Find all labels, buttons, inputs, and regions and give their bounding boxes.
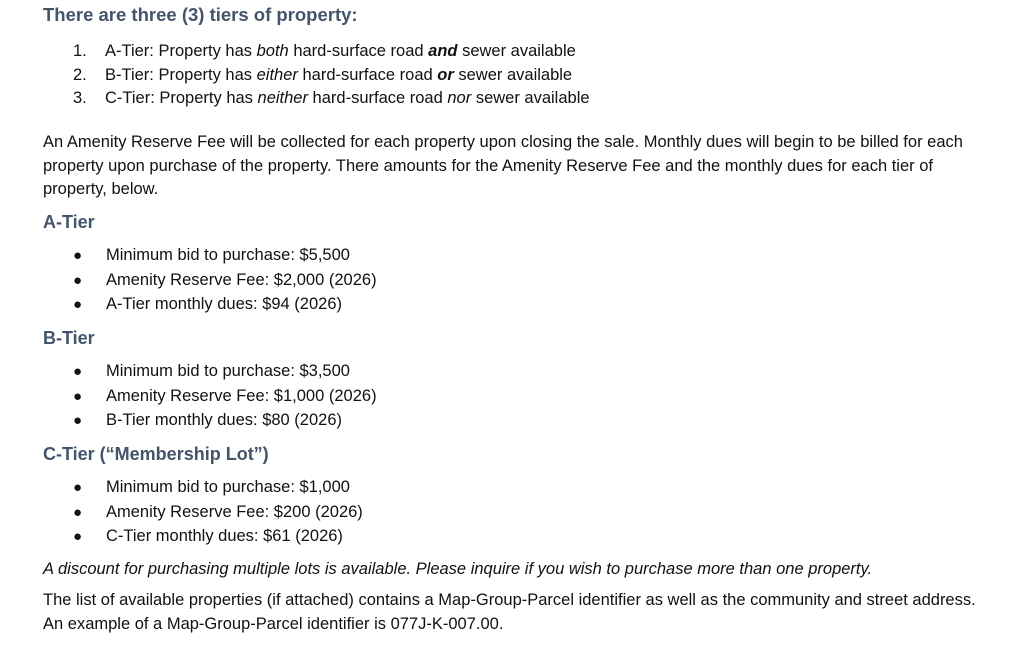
tier-text: hard-surface road (288, 42, 429, 60)
tier-text: sewer available (471, 89, 590, 107)
list-item-text: Minimum bid to purchase: $3,500 (106, 362, 350, 380)
tier-text: hard-surface road (297, 65, 438, 84)
tier-list-item (73, 87, 590, 111)
list-item (73, 408, 377, 433)
bullet-icon: ● (73, 247, 83, 264)
b-tier-list (73, 359, 377, 433)
list-item (73, 475, 363, 500)
c-tier-list (73, 475, 363, 549)
tier-text: hard-surface road (307, 89, 448, 107)
tier-text: sewer available (453, 65, 573, 84)
emphasis-text: and (428, 42, 458, 60)
list-number: 3. (73, 89, 87, 107)
tier-text: A-Tier: Property has (105, 42, 257, 60)
emphasis-text: or (437, 65, 454, 84)
fee-paragraph: An Amenity Reserve Fee will be collected for each property upon closing the sale. Monthly dues will begin to be billed for each property upon purchase of the property. There amounts for the Amenity Reserve Fee and the monthly dues for each tier of property, below. (43, 133, 963, 198)
emphasis-text: either (256, 65, 298, 84)
list-item-text: A-Tier monthly dues: $94 (2026) (106, 295, 343, 313)
tier-list-item (73, 64, 590, 88)
section-title-a-tier: A-Tier (43, 212, 95, 232)
bullet-icon: ● (73, 271, 83, 289)
bullet-icon: ● (73, 528, 83, 545)
list-item (73, 359, 377, 384)
bullet-icon: ● (73, 363, 83, 380)
section-title-b-tier: B-Tier (43, 328, 95, 348)
bullet-icon: ● (73, 296, 83, 313)
tiers-heading: There are three (3) tiers of property: (43, 4, 358, 25)
bullet-icon: ● (73, 503, 83, 521)
emphasis-text: both (256, 42, 289, 60)
bullet-icon: ● (73, 412, 83, 429)
list-item (73, 292, 377, 317)
list-item-text: Amenity Reserve Fee: $200 (2026) (106, 502, 363, 521)
list-item (73, 524, 363, 549)
discount-note: A discount for purchasing multiple lots is available. Please inquire if you wish to purchase more than one property. (43, 560, 873, 578)
bullet-icon: ● (73, 479, 83, 496)
list-item-text: Amenity Reserve Fee: $1,000 (2026) (106, 386, 377, 405)
list-item-text: Amenity Reserve Fee: $2,000 (2026) (106, 270, 377, 289)
tier-text: sewer available (457, 42, 576, 60)
closing-paragraph: The list of available properties (if attached) contains a Map-Group-Parcel identifier as well as the community and street address. An example of a Map-Group-Parcel identifier is 077J-K-007.00. (43, 591, 976, 633)
list-item (73, 268, 377, 293)
tier-text: B-Tier: Property has (105, 65, 257, 84)
list-number: 1. (73, 42, 87, 60)
list-item-text: B-Tier monthly dues: $80 (2026) (106, 411, 343, 429)
bullet-icon: ● (73, 387, 83, 405)
list-item (73, 243, 377, 268)
list-item (73, 500, 363, 525)
section-title-c-tier: C-Tier (“Membership Lot”) (43, 444, 269, 464)
a-tier-list (73, 243, 377, 317)
tier-list-item (73, 40, 590, 64)
emphasis-text: neither (257, 89, 308, 107)
list-number: 2. (73, 65, 87, 84)
list-item-text: Minimum bid to purchase: $1,000 (106, 478, 350, 496)
tiers-list (73, 40, 590, 111)
list-item-text: C-Tier monthly dues: $61 (2026) (106, 527, 343, 545)
list-item (73, 384, 377, 409)
emphasis-text: nor (447, 89, 472, 107)
tier-text: C-Tier: Property has (105, 89, 258, 107)
list-item-text: Minimum bid to purchase: $5,500 (106, 246, 350, 264)
